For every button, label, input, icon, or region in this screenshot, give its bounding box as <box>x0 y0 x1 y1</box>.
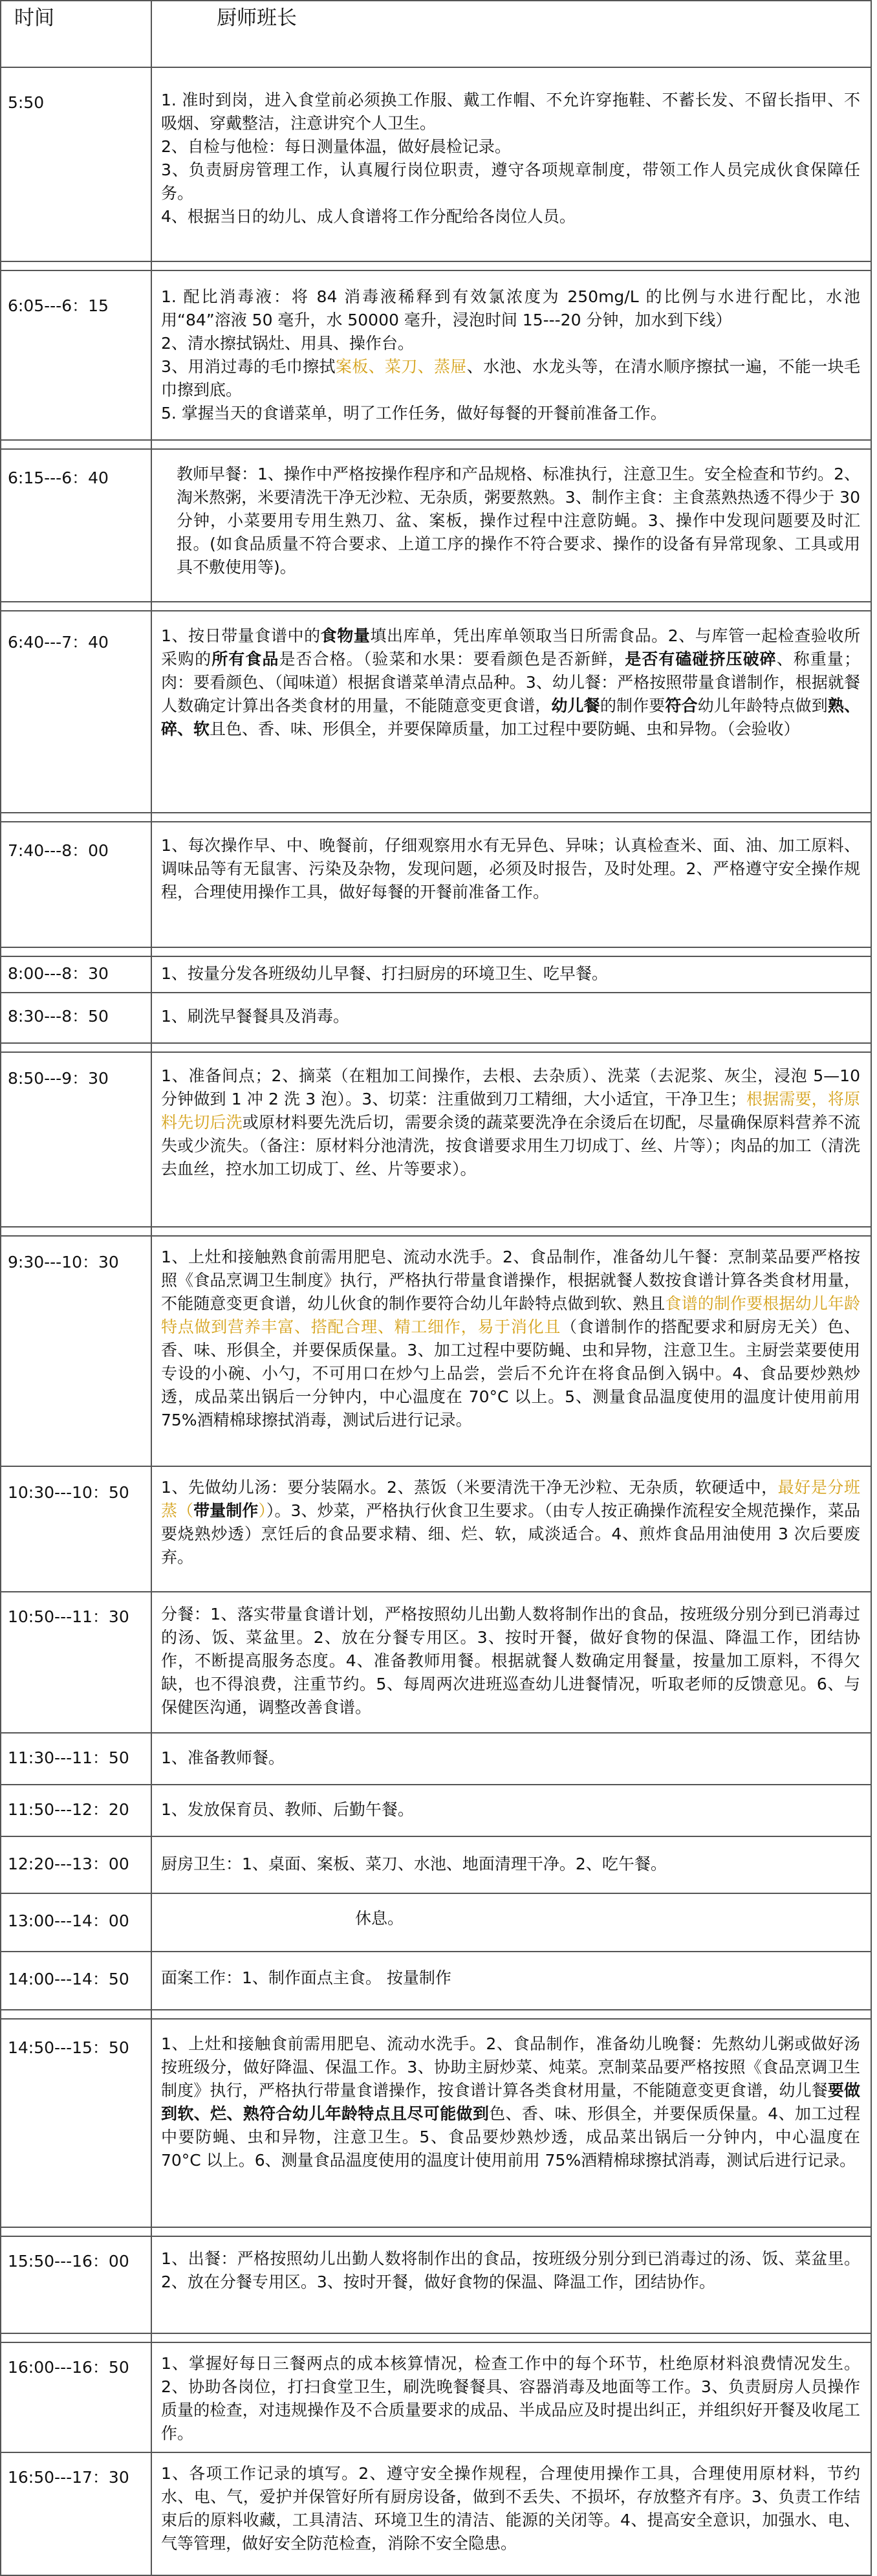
schedule-row <box>1 270 871 440</box>
time-slot: 14:00---14：50 <box>1 1952 151 2010</box>
task-item: 1、出餐：严格按照幼儿出勤人数将制作出的食品，按班级分别分到已消毒过的汤、饭、菜盆里。2、放在分餐专用区。3、按时开餐，做好食物的保温、降温工作，团结协作。 <box>161 2249 860 2291</box>
task-description <box>151 2342 871 2452</box>
schedule-row <box>1 1893 871 1952</box>
row-gap <box>1 602 871 611</box>
time-slot: 8:50---9：30 <box>1 1052 151 1227</box>
schedule-row <box>1 2236 871 2333</box>
task-description <box>151 1052 871 1227</box>
schedule-row <box>1 611 871 813</box>
row-gap <box>1 1227 871 1236</box>
task-description <box>151 449 871 602</box>
task-item <box>161 624 860 741</box>
task-text: 幼儿年龄特点做到 <box>697 696 828 715</box>
bold-text: 所有食品 <box>211 650 279 668</box>
schedule-row <box>1 1052 871 1227</box>
header-time: 时间 <box>1 1 151 67</box>
task-text: 且色、香、味、形俱全，并要保障质量，加工过程中要防蝇、虫和异物。（会验收） <box>210 720 800 738</box>
task-text: 1、上灶和接触熟食前需用肥皂、流动水洗手。2、食品制作，准备幼儿午餐：烹制菜品要严格按照《食品烹调卫生制度》执行，严格执行带量食谱操作，根据就餐人数按食谱计算各类食材用量，不能随意变更食谱，幼儿伙食的制作要符合幼儿年龄特点做到软、熟且 <box>161 1248 860 1313</box>
task-description <box>151 993 871 1043</box>
task-description <box>151 1836 871 1893</box>
time-slot: 10:30---10：50 <box>1 1466 151 1592</box>
time-slot: 16:50---17：30 <box>1 2452 151 2575</box>
task-item: 1、掌握好每日三餐两点的成本核算情况，检查工作中的每个环节，杜绝原材料浪费情况发生。2、协助各岗位，打扫食堂卫生，刷洗晚餐餐具、容器消毒及地面等工作。3、负责厨房人员操作质量的检查，对违规操作及不合质量要求的成品、半成品应及时提出纠正，并组织好开餐及收尾工作。 <box>161 2354 860 2443</box>
schedule-row <box>1 2342 871 2452</box>
task-item <box>161 355 860 402</box>
bold-text: 幼儿餐 <box>551 696 600 715</box>
schedule-row <box>1 1236 871 1466</box>
time-slot: 13:00---14：00 <box>1 1893 151 1952</box>
row-gap <box>1 947 871 956</box>
bold-text: 符合 <box>665 696 698 715</box>
row-gap <box>1 261 871 270</box>
highlighted-text: 食谱的制作要根据幼儿年龄特点做到营养丰富、搭配合理、精工细作，易于消化且 <box>161 1294 860 1336</box>
task-description <box>151 1893 871 1952</box>
schedule-row <box>1 1952 871 2010</box>
schedule-row <box>1 2452 871 2575</box>
task-text: 3、用消过毒的毛巾擦拭 <box>161 357 336 376</box>
schedule-row <box>1 1733 871 1785</box>
task-description <box>151 270 871 440</box>
task-description <box>151 1952 871 2010</box>
task-item: 2、清水擦拭锅灶、用具、操作台。 <box>161 334 414 353</box>
row-gap <box>1 1043 871 1052</box>
time-slot: 7:40---8：00 <box>1 822 151 947</box>
task-text: （食谱制作的搭配要求和厨房无关）色、香、味、形俱全，并要保质保量。3、加工过程中要防蝇、虫和异物，注意卫生。主厨尝菜要使用专设的小碗、小勺，不可用口在炒勺上品尝，尝后不允许在将食品倒入锅中。4、食品要炒熟炒透，成品菜出锅后一分钟内，中心温度在 70°C 以上。5、测量食品温度使用的温度计使用前用 75%酒精棉球擦拭消毒，测试后进行记录。 <box>161 1317 860 1429</box>
time-slot: 8:30---8：50 <box>1 993 151 1043</box>
task-text: ）。3、炒菜，严格执行伙食卫生要求。（由专人按正确操作流程安全规范操作，菜品要烧熟炒透）烹饪后的食品要求精、细、烂、软，咸淡适合。4、煎炸食品用油使用 3 次后要废弃。 <box>161 1501 860 1567</box>
time-slot: 6:15---6：40 <box>1 449 151 602</box>
task-item: 1、发放保育员、教师、后勤午餐。 <box>161 1800 414 1819</box>
task-text: 填出库单，凭出库单领取当日所需食品。2、与库管一起检查验收所采购的 <box>161 626 860 668</box>
task-item: 教师早餐：1、操作中严格按操作程序和产品规格、标准执行，注意卫生。安全检查和节约。2、淘米熬粥，米要清洗干净无沙粒、无杂质，粥要熬熟。3、制作主食：主食蒸熟热透不得少于 30 分钟，小菜要用专用生熟刀、盆、案板，操作过程中注意防蝇。3、操作中发现问题要及时汇报。(如食品质量不符合要求、上道工序的操作不符合要求、操作的设备有异常现象、工具或用具不敷使用等)。 <box>177 465 860 577</box>
time-slot: 6:05---6：15 <box>1 270 151 440</box>
schedule-row <box>1 449 871 602</box>
bold-text: 食物量 <box>320 626 371 645</box>
highlighted-text: ） <box>258 1501 266 1520</box>
task-text: 或原材料要先洗后切，需要余烫的蔬菜要洗净在余烫后在切配，尽量确保原料营养不流失或少流失。（备注：原材料分池清洗，按食谱要求用生刀切成丁、丝、片等）；肉品的加工（清洗去血丝，控水加工切成丁、丝、片等要求）。 <box>161 1113 860 1178</box>
row-gap <box>1 2227 871 2236</box>
task-text: 1、先做幼儿汤：要分装隔水。2、蒸饭（米要清洗干净无沙粒、无杂质，软硬适中， <box>161 1478 778 1497</box>
schedule-row <box>1 993 871 1043</box>
task-text: 、称重量；肉：要看颜色、（闻味道）根据食谱菜单清点品种。3、幼儿餐：严格按照带量食谱制作，根据就餐人数确定计算出各类食材的用量，不能随意变更食谱， <box>161 650 860 715</box>
task-description <box>151 611 871 813</box>
task-text: 、水池、水龙头等，在清水顺序擦拭一遍，不能一块毛巾擦到底。 <box>161 357 860 399</box>
schedule-row <box>1 1836 871 1893</box>
highlighted-text: 最好是分班蒸（ <box>161 1478 860 1520</box>
task-text: 1、准备间点；2、摘菜（在粗加工间操作，去根、去杂质）、洗菜（去泥浆、灰尘，浸泡 5—10 分钟做到 1 冲 2 洗 3 泡）。3、切菜：注重做到刀工精细，大小适宜，干净卫生； <box>161 1066 860 1108</box>
task-description <box>151 1785 871 1836</box>
task-text: 1、按日带量食谱中的 <box>161 626 321 645</box>
time-slot: 8:00---8：30 <box>1 956 151 993</box>
highlighted-text: 案板、菜刀、蒸屉 <box>335 357 467 376</box>
time-slot: 15:50---16：00 <box>1 2236 151 2333</box>
task-description <box>151 1592 871 1733</box>
task-item: 1. 准时到岗，进入食堂前必须换工作服、戴工作帽、不允许穿拖鞋、不蓄长发、不留长指甲、不吸烟、穿戴整洁，注意讲究个人卫生。 <box>161 91 860 133</box>
bold-text: 是否有磕碰挤压破碎 <box>625 650 777 668</box>
bold-text: 带量制作 <box>193 1501 259 1520</box>
schedule-row <box>1 1466 871 1592</box>
bold-text: 要做到软、烂、熟符合幼儿年龄特点且尽可能做到 <box>161 2081 860 2123</box>
task-item <box>161 2032 860 2172</box>
time-slot: 5:50 <box>1 67 151 261</box>
time-slot: 10:50---11：30 <box>1 1592 151 1733</box>
task-item: 分餐：1、落实带量食谱计划，严格按照幼儿出勤人数将制作出的食品，按班级分别分到已消毒过的汤、饭、菜盆里。2、放在分餐专用区。3、按时开餐，做好食物的保温、降温工作，团结协作，不断提高服务态度。4、准备教师用餐。根据就餐人数确定用餐量，按量加工原料，不得欠缺，也不得浪费，注重节约。5、每周两次进班巡查幼儿进餐情况，听取老师的反馈意见。6、与保健医沟通，调整改善食谱。 <box>161 1605 860 1717</box>
row-gap <box>1 2010 871 2019</box>
task-item: 1. 配比消毒液：将 84 消毒液稀释到有效氯浓度为 250mg/L 的比例与水进行配比，水池用“84”溶液 50 毫升，水 50000 毫升，浸泡时间 15---20 分钟，加水到下线） <box>161 287 860 329</box>
task-text: 1、上灶和接触食前需用肥皂、流动水洗手。2、食品制作，准备幼儿晚餐：先熬幼儿粥或做好汤按班级分，做好降温、保温工作。3、协助主厨炒菜、炖菜。烹制菜品要严格按照《食品烹调卫生制度》执行，严格执行带量食谱操作，按食谱计算各类食材用量，不能随意变更食谱，幼儿餐 <box>161 2034 860 2100</box>
table-header-row <box>1 1 871 67</box>
task-description <box>151 1733 871 1785</box>
time-slot: 11:50---12：20 <box>1 1785 151 1836</box>
task-item: 面案工作：1、制作面点主食。 按量制作 <box>161 1968 451 1987</box>
time-slot: 14:50---15：50 <box>1 2019 151 2227</box>
task-item: 2、自检与他检：每日测量体温，做好晨检记录。 <box>161 137 511 156</box>
task-item: 4、根据当日的幼儿、成人食谱将工作分配给各岗位人员。 <box>161 207 576 226</box>
task-item: 1、按量分发各班级幼儿早餐、打扫厨房的环境卫生、吃早餐。 <box>161 964 608 983</box>
highlighted-text: 根据需要，将原料先切后洗 <box>161 1090 860 1132</box>
task-item: 1、准备教师餐。 <box>161 1748 285 1767</box>
time-slot: 16:00---16：50 <box>1 2342 151 2452</box>
task-text: 是否合格。（验菜和水果：要看颜色是否新鲜， <box>279 650 625 668</box>
task-description <box>151 67 871 261</box>
task-item: 1、各项工作记录的填写。2、遵守安全操作规程，合理使用操作工具，合理使用原材料，节约水、电、气，爱护并保管好所有厨房设备，做到不丢失、不损坏，存放整齐有序。3、负责工作结束后的原料收藏，工具清洁、环境卫生的清洁、能源的关闭等。4、提高安全意识，加强水、电、气等管理，做好安全防范检查，消除不安全隐患。 <box>161 2464 860 2553</box>
schedule-row <box>1 2019 871 2227</box>
task-description <box>151 956 871 993</box>
schedule-row <box>1 822 871 947</box>
task-description <box>151 2019 871 2227</box>
schedule-row <box>1 1785 871 1836</box>
task-text: 的制作要 <box>600 696 666 715</box>
bold-text: 熟、碎、软 <box>161 696 860 738</box>
task-item: 5. 掌握当天的食谱菜单，明了工作任务，做好每餐的开餐前准备工作。 <box>161 404 667 423</box>
task-item <box>161 1246 860 1432</box>
schedule-row <box>1 956 871 993</box>
schedule-row <box>1 1592 871 1733</box>
task-item: 1、刷洗早餐餐具及消毒。 <box>161 1007 349 1026</box>
task-description <box>151 1466 871 1592</box>
task-description <box>151 822 871 947</box>
header-role: 厨师班长 <box>151 1 871 67</box>
task-item: 厨房卫生：1、桌面、案板、菜刀、水池、地面清理干净。2、吃午餐。 <box>161 1855 667 1873</box>
time-slot: 6:40---7：40 <box>1 611 151 813</box>
time-slot: 12:20---13：00 <box>1 1836 151 1893</box>
task-item <box>161 1476 860 1569</box>
schedule-row <box>1 67 871 261</box>
task-item: 3、负责厨房管理工作，认真履行岗位职责，遵守各项规章制度，带领工作人员完成伙食保障任务。 <box>161 160 860 203</box>
row-gap <box>1 813 871 822</box>
task-description <box>151 2452 871 2575</box>
time-slot: 11:30---11：50 <box>1 1733 151 1785</box>
task-item: 休息。 <box>355 1909 404 1928</box>
task-clip <box>161 1246 860 1459</box>
task-description <box>151 1236 871 1466</box>
row-gap <box>1 2333 871 2342</box>
task-text: 色、香、味、形俱全，并要保质保量。4、加工过程中要防蝇、虫和异物，注意卫生。5、食品要炒熟炒透，成品菜出锅后一分钟内，中心温度在 70°C 以上。6、测量食品温度使用的温度计使用前用 75%酒精棉球擦拭消毒，测试后进行记录。 <box>161 2104 860 2170</box>
task-description <box>151 2236 871 2333</box>
time-slot: 9:30---10：30 <box>1 1236 151 1466</box>
row-gap <box>1 440 871 449</box>
task-item: 1、每次操作早、中、晚餐前，仔细观察用水有无异色、异味；认真检查米、面、油、加工原料、调味品等有无鼠害、污染及杂物，发现问题，必须及时报告，及时处理。2、严格遵守安全操作规程，合理使用操作工具，做好每餐的开餐前准备工作。 <box>161 836 860 901</box>
task-item <box>161 1064 860 1181</box>
